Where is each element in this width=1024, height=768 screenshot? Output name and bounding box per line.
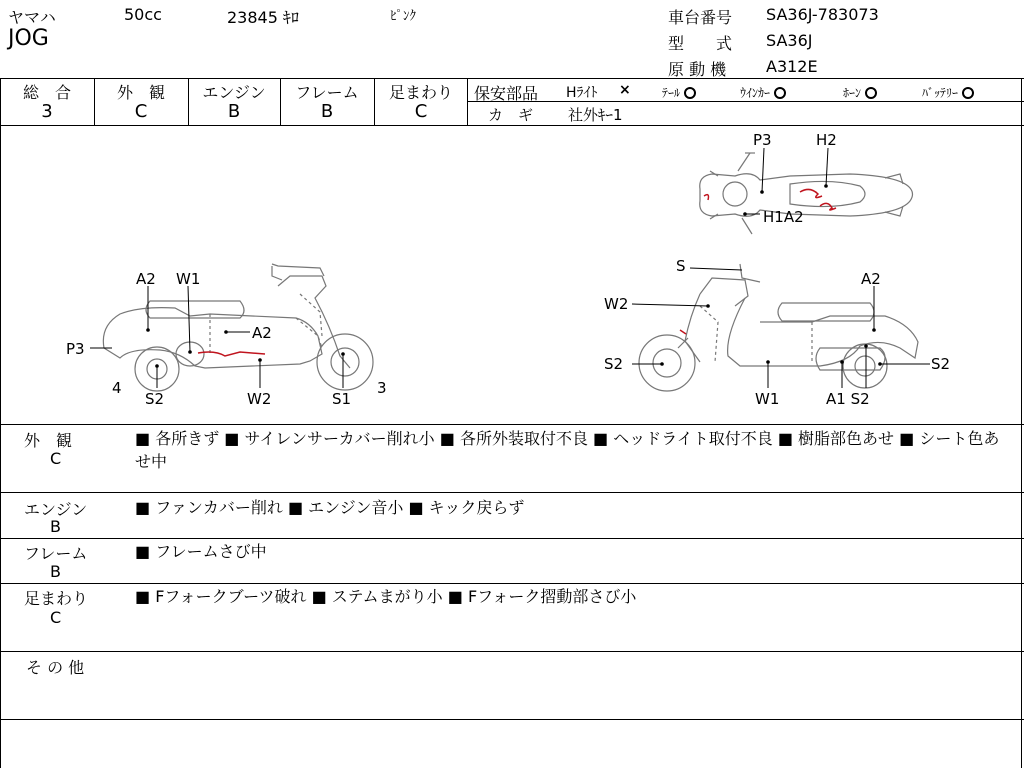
remark-frame-label: フレーム <box>24 544 88 563</box>
type-value: SA36J <box>766 31 813 50</box>
left-label-p3: P3 <box>66 340 85 358</box>
headlight-label: Hﾗｲﾄ <box>566 85 598 101</box>
right-label-s: S <box>676 257 686 275</box>
battery-label: ﾊﾞｯﾃﾘｰ <box>922 86 959 100</box>
ok-circle-icon <box>865 87 877 99</box>
frame-number-value: SA36J-783073 <box>766 5 879 24</box>
divider <box>0 492 1024 493</box>
left-label-s1: S1 <box>332 390 352 408</box>
right-label-s2: S2 <box>604 355 624 373</box>
remark-frame-grade: B <box>50 562 61 581</box>
ok-circle-icon <box>684 87 696 99</box>
winker-label: ｳｲﾝｶｰ <box>740 86 771 100</box>
grade-suspension-label: 足まわり <box>388 83 453 102</box>
remark-suspension-label: 足まわり <box>24 589 89 608</box>
right-label-s2b: S2 <box>931 355 951 373</box>
remark-engine-grade: B <box>50 517 61 536</box>
remark-other-label: そ の 他 <box>26 658 85 677</box>
right-label-a1s2: A1 S2 <box>826 390 870 408</box>
divider <box>1021 78 1022 768</box>
engine-type-label: 原 動 機 <box>668 60 727 79</box>
remark-suspension-text: ■ Fフォークブーツ破れ ■ ステムまがり小 ■ Fフォーク摺動部さび小 <box>135 587 637 606</box>
key-value: 社外ｷｰ1 <box>568 106 623 124</box>
right-label-a2: A2 <box>861 270 881 288</box>
color: ﾋﾟﾝｸ <box>390 9 416 24</box>
divider <box>0 78 1024 79</box>
divider <box>467 78 468 125</box>
maker: ヤマハ <box>8 8 56 27</box>
damage-marks <box>198 189 836 356</box>
left-label-3: 3 <box>377 379 387 397</box>
winker-item <box>740 84 786 101</box>
ok-circle-icon <box>962 87 974 99</box>
horn-item <box>843 84 877 101</box>
divider <box>374 78 375 125</box>
divider <box>0 651 1024 652</box>
top-view-scooter <box>700 153 913 234</box>
taillight-item <box>662 84 696 101</box>
grade-suspension-value: C <box>414 101 428 122</box>
taillight-label: ﾃｰﾙ <box>662 86 681 100</box>
divider <box>468 101 1024 102</box>
remark-exterior-grade: C <box>50 449 62 468</box>
grade-frame-label: フレーム <box>295 83 359 102</box>
left-label-w1: W1 <box>176 270 201 288</box>
grade-total-label: 総 合 <box>22 83 71 102</box>
horn-label: ﾎｰﾝ <box>843 86 862 100</box>
remark-engine-text: ■ ファンカバー削れ ■ エンジン音小 ■ キック戻らず <box>135 498 525 517</box>
top-label-h1a2: H1A2 <box>763 208 804 226</box>
key-label: カ ギ <box>488 106 534 124</box>
remark-exterior-label: 外 観 <box>24 431 73 450</box>
frame-number-label: 車台番号 <box>668 8 733 27</box>
divider <box>0 538 1024 539</box>
divider <box>0 719 1024 720</box>
right-label-w1: W1 <box>755 390 780 408</box>
left-label-a2: A2 <box>136 270 156 288</box>
top-label-h2: H2 <box>816 131 837 149</box>
divider <box>280 78 281 125</box>
headlight-status: × <box>619 82 631 98</box>
right-label-w2: W2 <box>604 295 629 313</box>
safety-title: 保安部品 <box>474 84 539 103</box>
left-label-s2: S2 <box>145 390 165 408</box>
left-label-4: 4 <box>112 379 122 397</box>
top-label-p3: P3 <box>753 131 772 149</box>
grade-total-value: 3 <box>41 101 53 122</box>
grade-frame-value: B <box>320 101 334 122</box>
remark-frame-text: ■ フレームさび中 <box>135 542 267 561</box>
battery-item <box>922 84 974 101</box>
remark-suspension-grade: C <box>50 608 62 627</box>
remark-exterior-text: ■ 各所きず ■ サイレンサーカバー削れ小 ■ 各所外装取付不良 ■ ヘッドライト取付不良 ■ 樹脂部色あせ ■ シート色あせ中 <box>135 429 1000 471</box>
damage-diagram <box>0 126 1020 423</box>
left-label-a2b: A2 <box>252 324 272 342</box>
engine-type-value: A312E <box>766 57 818 76</box>
divider <box>0 424 1024 425</box>
remark-engine-label: エンジン <box>24 500 88 519</box>
grade-exterior-value: C <box>134 101 148 122</box>
model-name: JOG <box>8 26 49 51</box>
grade-engine-value: B <box>227 101 241 122</box>
ok-circle-icon <box>774 87 786 99</box>
left-label-w2: W2 <box>247 390 272 408</box>
divider <box>94 78 95 125</box>
displacement: 50cc <box>124 5 162 24</box>
divider <box>0 583 1024 584</box>
grade-engine-label: エンジン <box>202 83 266 102</box>
grade-exterior-label: 外 観 <box>116 83 165 102</box>
mileage: 23845 ｷﾛ <box>227 8 299 27</box>
type-label: 型 式 <box>668 34 733 53</box>
